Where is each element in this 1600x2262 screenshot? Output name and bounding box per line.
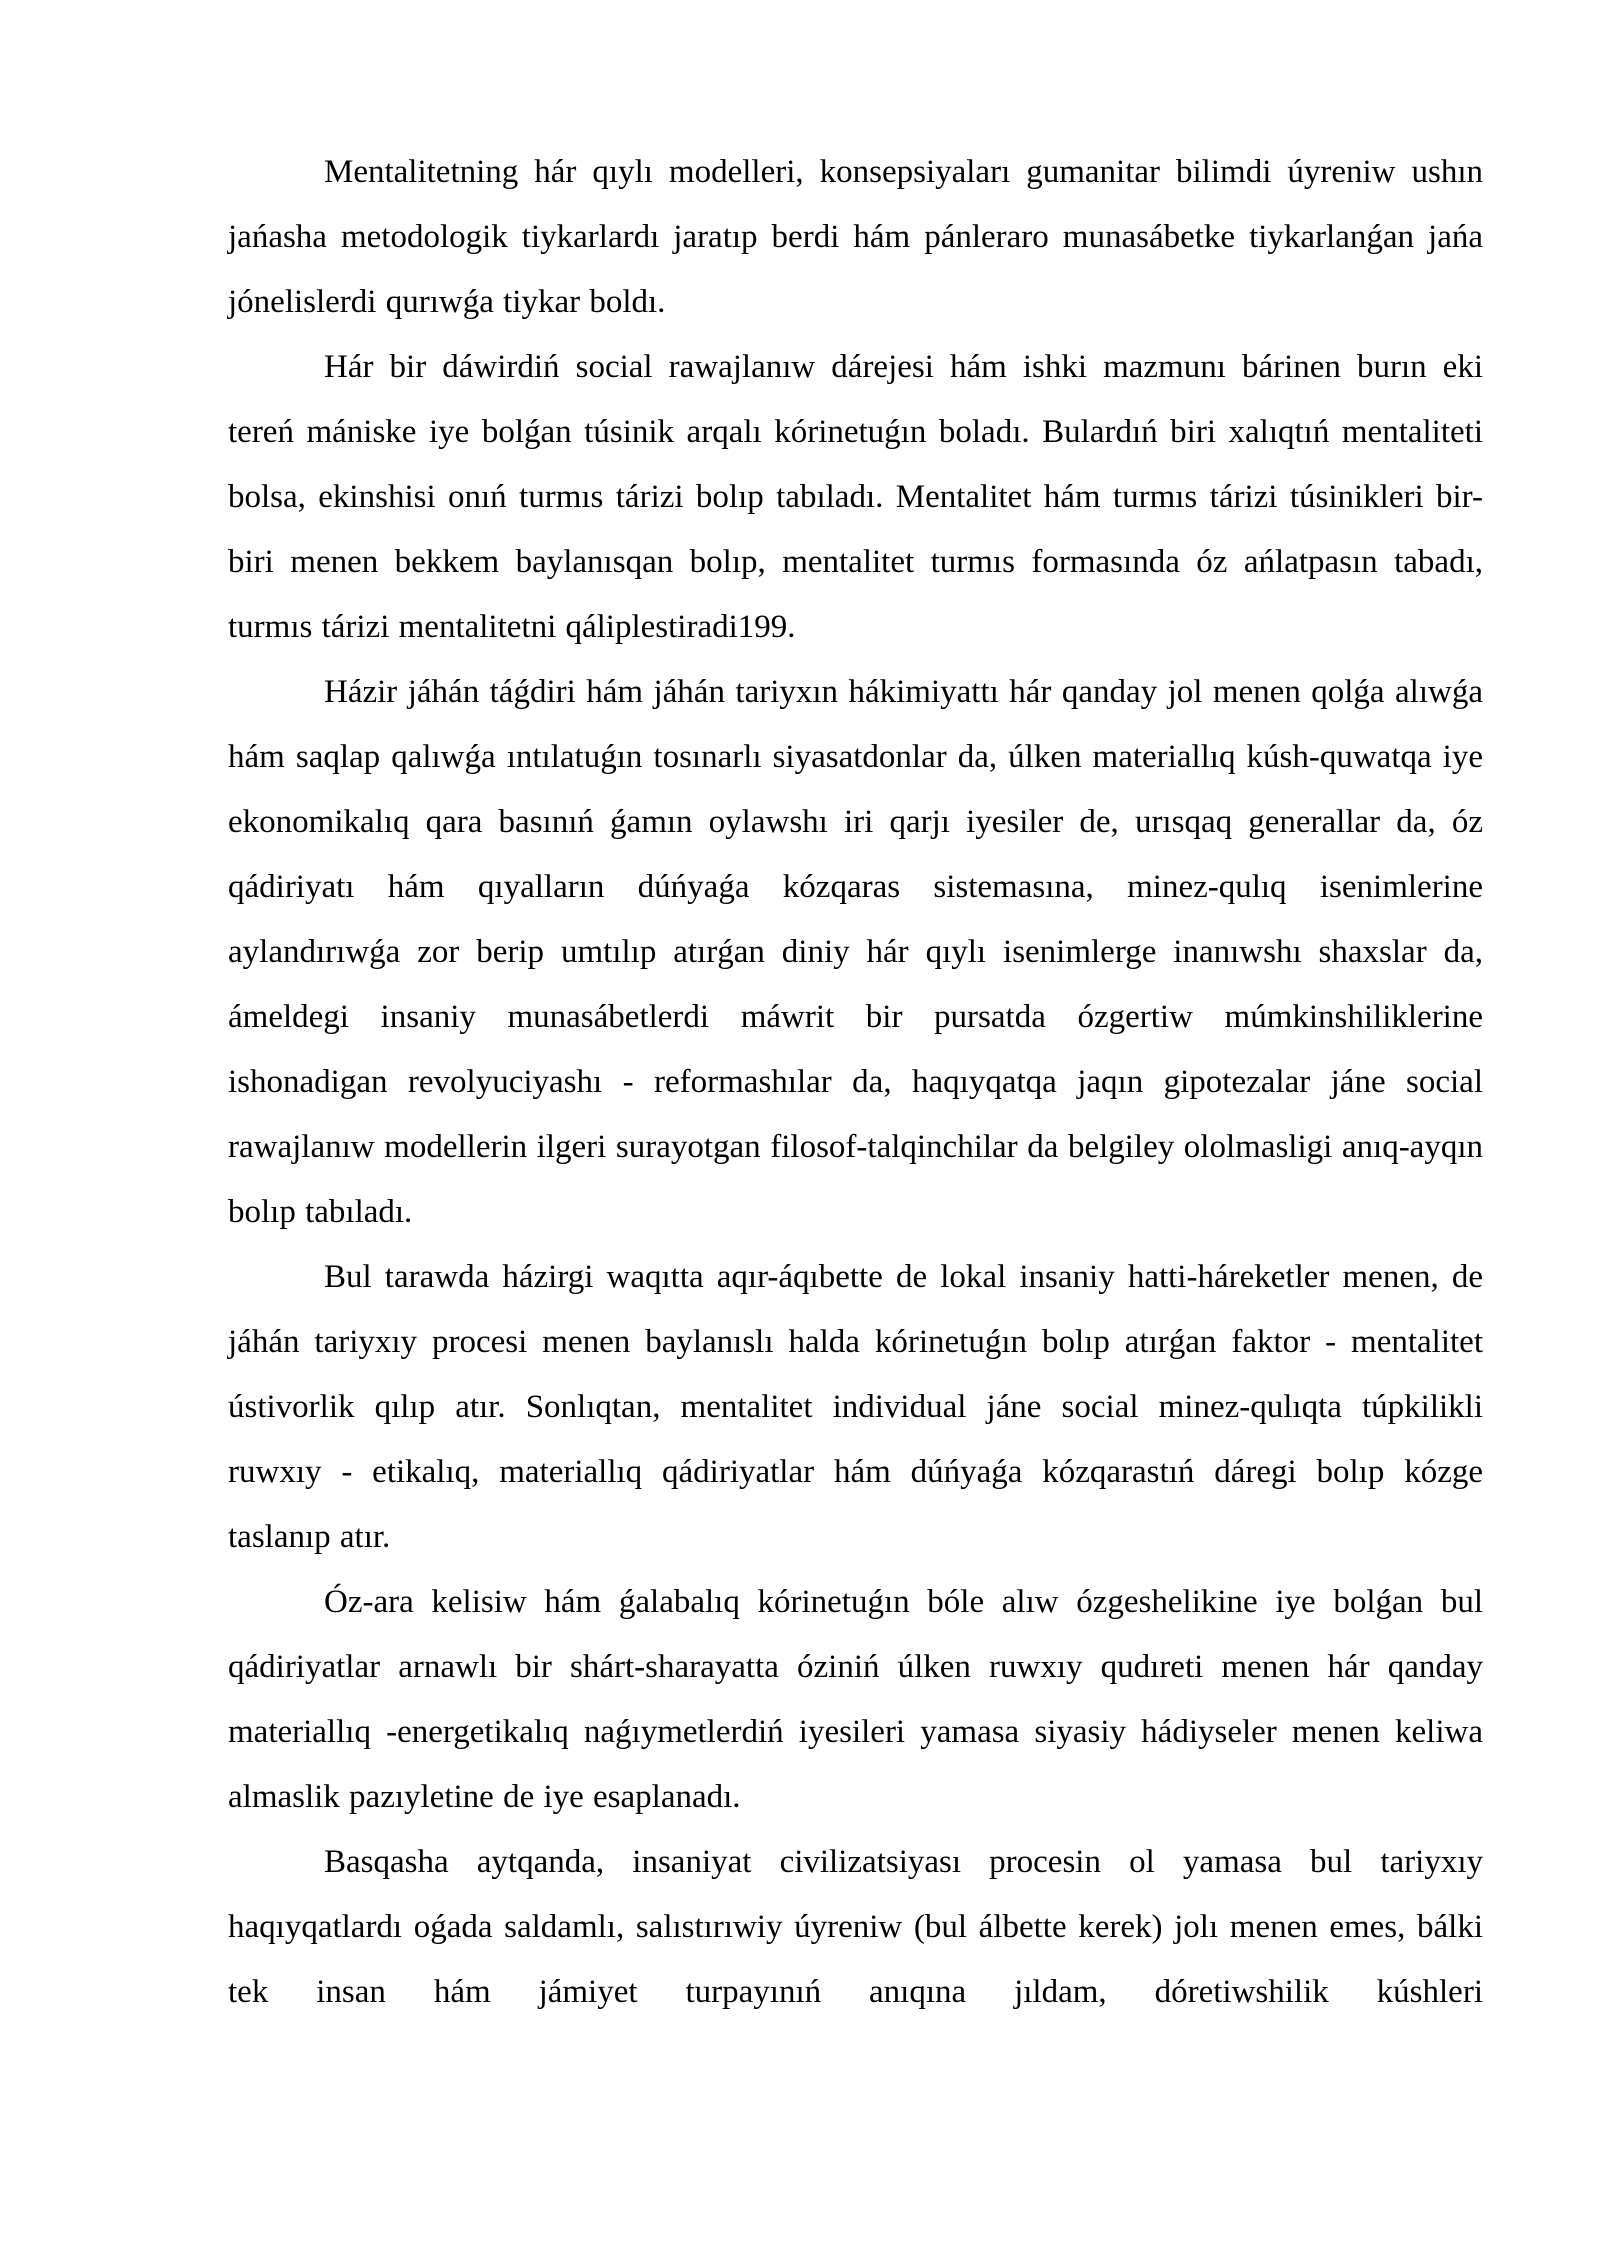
paragraph: Mentalitetning hár qıylı modelleri, konsepsiyaları gumanitar bilimdi úyreniw ushın jańasha metodologik tiykarlardı jaratıp berdi hám pánleraro munasábetke tiykarlanǵan jańa jónelislerdi qurıwǵa tiykar boldı.	[228, 154, 1483, 320]
paragraph: Bul tarawda házirgi waqıtta aqır-áqıbette de lokal insaniy hatti-háreketler menen, de jáhán tariyxıy procesi menen baylanıslı halda kórinetuǵın bolıp atırǵan faktor - mentalitet ústivorlik qılıp atır. Sonlıqtan, mentalitet individual jáne social minez-qulıqta túpkilikli ruwxıy - etikalıq, materiallıq qádiriyatlar hám dúńyaǵa kózqarastıń dáregi bolıp kózge taslanıp atır.	[228, 1259, 1483, 1555]
paragraph: Óz-ara kelisiw hám ǵalabalıq kórinetuǵın bóle alıw ózgeshelikine iye bolǵan bul qádiriyatlar arnawlı bir shárt-sharayatta óziniń úlken ruwxıy qudıreti menen hár qanday materiallıq -energetikalıq naǵıymetlerdiń iyesileri yamasa siyasiy hádiyseler menen keliwa almaslik pazıyletine de iye esaplanadı.	[228, 1584, 1483, 1815]
page-text-block	[228, 140, 1483, 2025]
paragraph: Házir jáhán táǵdiri hám jáhán tariyxın hákimiyattı hár qanday jol menen qolǵa alıwǵa hám saqlap qalıwǵa ıntılatuǵın tosınarlı siyasatdonlar da, úlken materiallıq kúsh-quwatqa iye ekonomikalıq qara basınıń ǵamın oylawshı iri qarjı iyesiler de, urısqaq generallar da, óz qádiriyatı hám qıyalların dúńyaǵa kózqaras sistemasına, minez-qulıq isenimlerine aylandırıwǵa zor berip umtılıp atırǵan diniy hár qıylı isenimlerge inanıwshı shaxslar da, ámeldegi insaniy munasábetlerdi máwrit bir pursatda ózgertiw múmkinshiliklerine ishonadigan revolyuciyashı - reformashılar da, haqıyqatqa jaqın gipotezalar jáne social rawajlanıw modellerin ilgeri surayotgan filosof-talqinchilar da belgiley ololmasligi anıq-ayqın bolıp tabıladı.	[228, 674, 1483, 1230]
paragraph: Hár bir dáwirdiń social rawajlanıw dárejesi hám ishki mazmunı bárinen burın eki tereń mániske iye bolǵan túsinik arqalı kórinetuǵın boladı. Bulardıń biri xalıqtıń mentaliteti bolsa, ekinshisi onıń turmıs tárizi bolıp tabıladı. Mentalitet hám turmıs tárizi túsinikleri bir-biri menen bekkem baylanısqan bolıp, mentalitet turmıs formasında óz ańlatpasın tabadı, turmıs tárizi mentalitetni qáliplestiradi199.	[228, 349, 1483, 645]
paragraph: Basqasha aytqanda, insaniyat civilizatsiyası procesin ol yamasa bul tariyxıy haqıyqatlardı oǵada saldamlı, salıstırıwiy úyreniw (bul álbette kerek) jolı menen emes, bálki tek insan hám jámiyet turpayınıń anıqına jıldam, dóretiwshilik kúshleri	[228, 1844, 1483, 2010]
